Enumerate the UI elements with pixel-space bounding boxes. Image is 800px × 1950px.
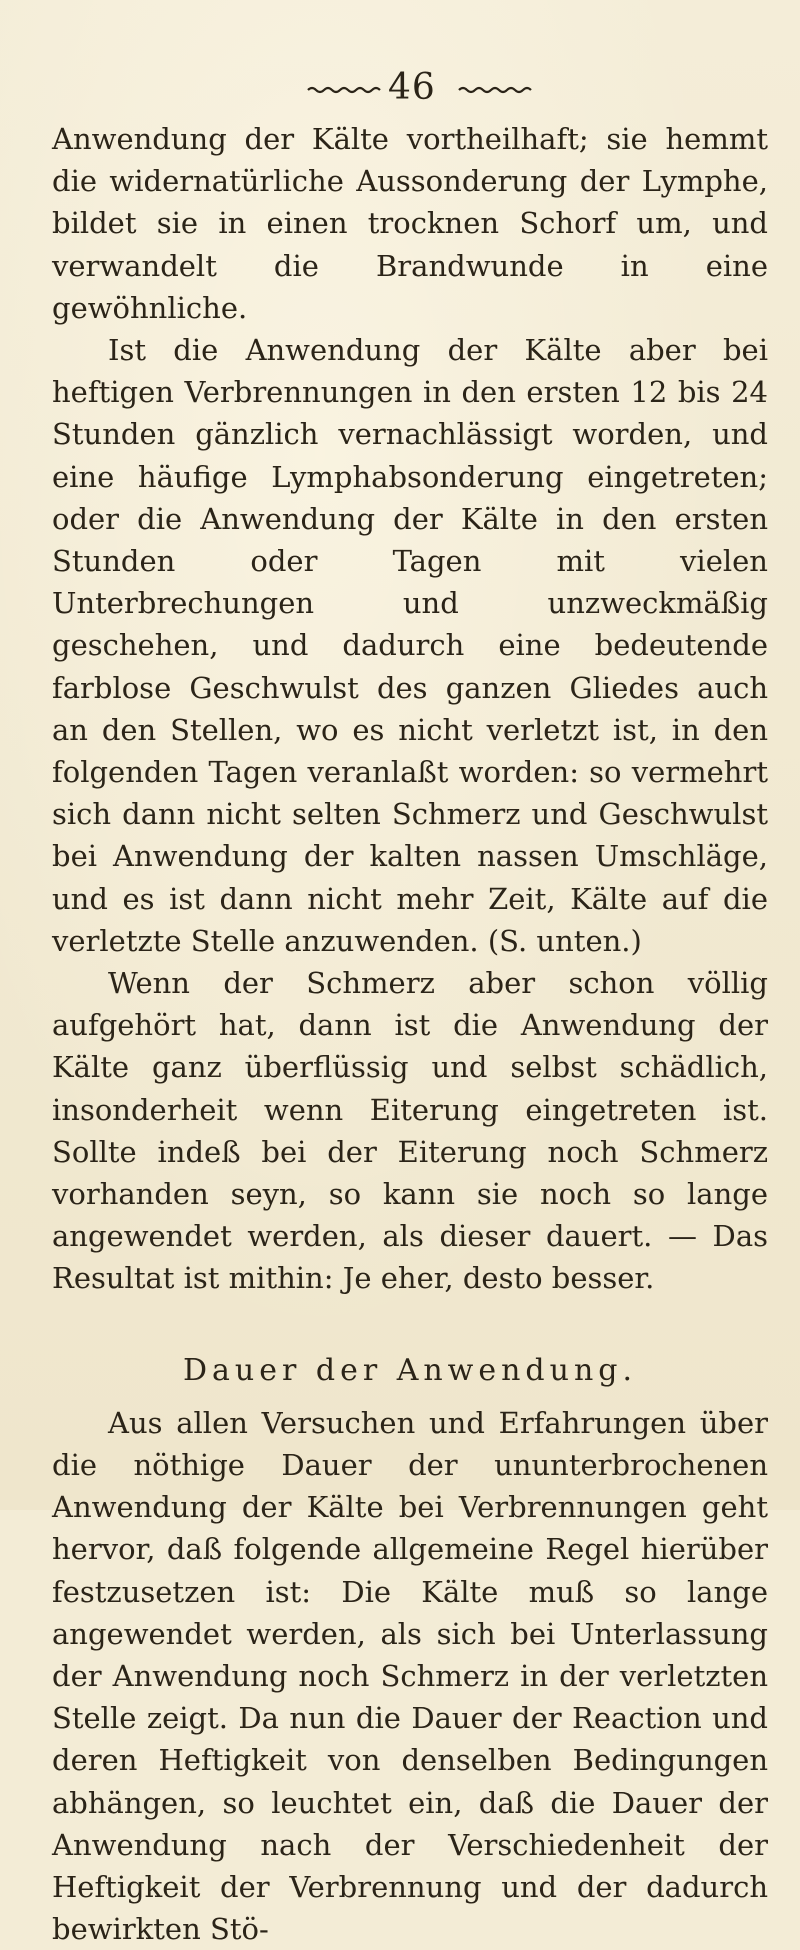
ornament-right-icon [455, 86, 535, 94]
paragraph-continuation: Anwendung der Kälte vortheilhaft; sie hemmt die widernatürliche Aussonderung der Lymphe, bildet sie in einen trocknen Schorf um, und verwandelt die Brandwunde in eine gewöhnliche. [52, 122, 768, 325]
paragraph-pain-stopped: Wenn der Schmerz aber schon völlig aufgehört hat, dann ist die Anwendung der Kälte ganz überflüssig und selbst schädlich, insonderheit wenn Eiterung eingetreten ist. Sollte indeß bei der Eiterung noch Schmerz vorhanden seyn, so kann sie noch so lange angewendet werden, als dieser dauert. — Das Resultat ist mithin: Je eher, desto besser. [52, 966, 768, 1296]
ornament-left-icon [306, 86, 386, 94]
page-header [0, 66, 800, 110]
paragraph-neglected-cold: Ist die Anwendung der Kälte aber bei heftigen Verbrennungen in den ersten 12 bis 24 Stunden gänzlich vernachlässigt worden, und eine häufige Lymphabsonderung eingetreten; oder die Anwendung der Kälte in den ersten Stunden oder Tagen mit vielen Unterbrechungen und unzweckmäßig geschehen, und dadurch eine bedeutende farblose Geschwulst des ganzen Gliedes auch an den Stellen, wo es nicht verletzt ist, in den folgenden Tagen veranlaßt worden: so vermehrt sich dann nicht selten Schmerz und Geschwulst bei Anwendung der kalten nassen Umschläge, und es ist dann nicht mehr Zeit, Kälte auf die verletzte Stelle anzuwenden. (S. unten.) [52, 333, 768, 958]
paragraph-duration: Aus allen Versuchen und Erfahrungen über die nöthige Dauer der ununterbrochenen Anwendung der Kälte bei Verbrennungen geht hervor, daß folgende allgemeine Regel hierüber festzusetzen ist: Die Kälte muß so lange angewendet werden, als sich bei Unterlassung der Anwendung noch Schmerz in der verletzten Stelle zeigt. Da nun die Dauer der Reaction und deren Heftigkeit von denselben Bedingungen abhängen, so leuchtet ein, daß die Dauer der Anwendung nach der Verschiedenheit der Heftigkeit der Verbrennung und der dadurch bewirkten Stö- [52, 1405, 768, 1947]
page-number: 46 [388, 67, 436, 108]
body-text [52, 118, 768, 1950]
section-heading: Dauer der Anwendung. [182, 1352, 638, 1388]
